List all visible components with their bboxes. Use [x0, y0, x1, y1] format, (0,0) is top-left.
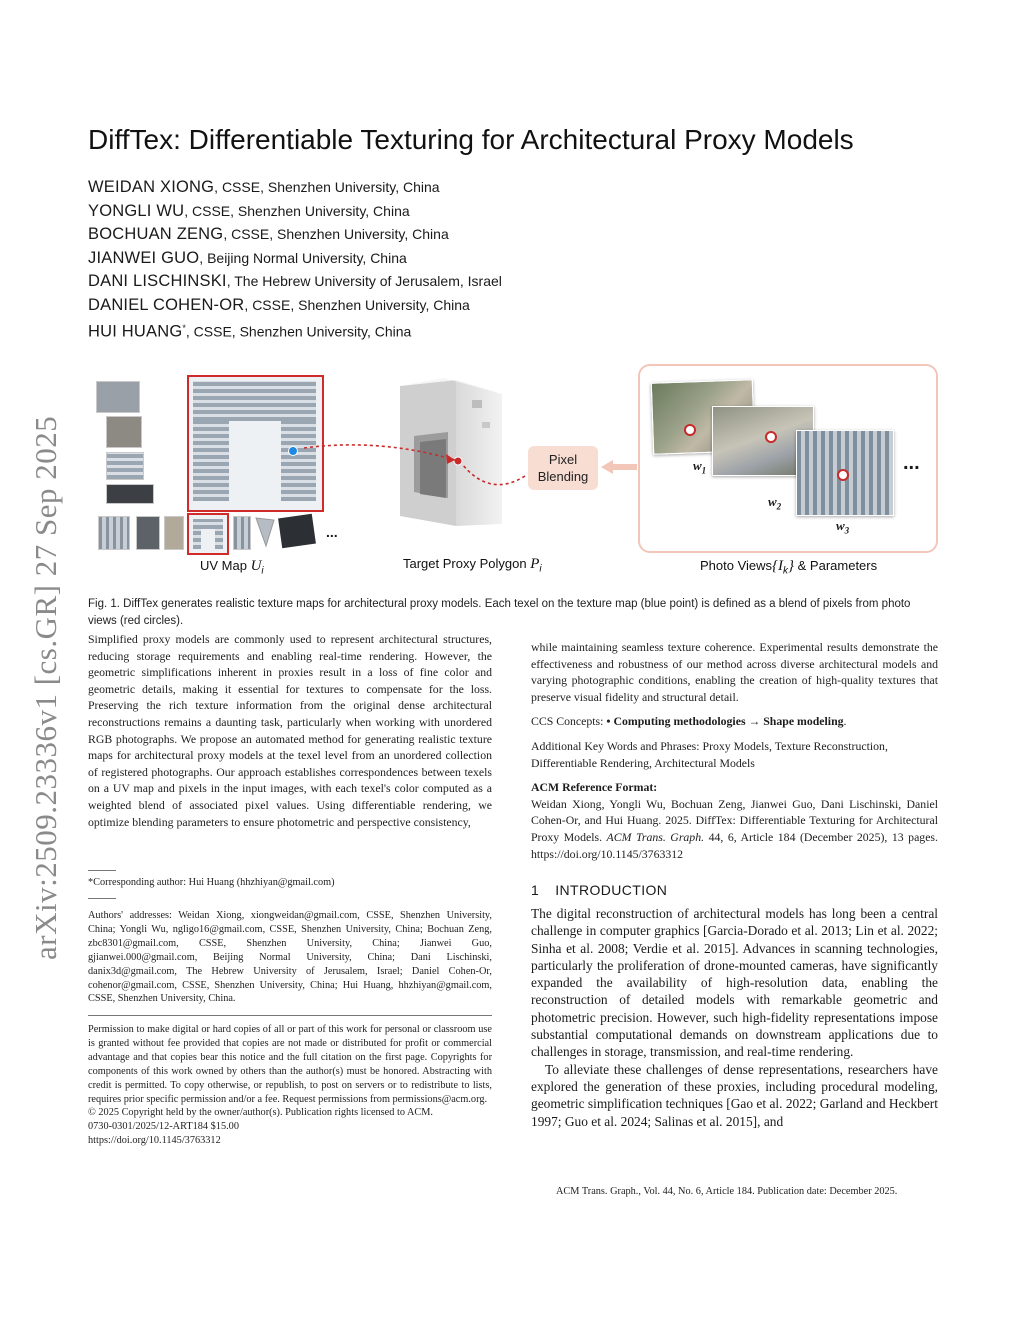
author-affiliation: , The Hebrew University of Jerusalem, Israel — [226, 273, 502, 289]
ccs-value: • Computing methodologies → Shape modeling — [606, 714, 844, 729]
footnote-rule — [88, 898, 116, 899]
author-line — [88, 200, 502, 224]
texture-thumb-selected — [187, 513, 229, 555]
author-affiliation: , CSSE, Shenzhen University, China — [214, 179, 440, 195]
author-name: BOCHUAN ZENG — [88, 225, 224, 243]
author-line — [88, 223, 502, 247]
author-line — [88, 294, 502, 318]
section-title: INTRODUCTION — [555, 882, 668, 898]
texture-crop — [106, 484, 154, 504]
proxy-polygon-label — [403, 556, 542, 575]
author-affiliation: , CSSE, Shenzhen University, China — [223, 226, 449, 242]
author-addresses: Authors' addresses: Weidan Xiong, xiongweidan@gmail.com, CSSE, Shenzhen University, China; Yongli Wu, ngligo16@gmail.com, CSSE, Shenzhen University, China; Bochuan Zeng, zbc8301@gmail.com, CSSE, Shenzhen University, China; Jianwei Guo, gjianwei.000@gmail.com, Beijing Normal University, China; Dani Lischinski, danix3d@gmail.com, The Hebrew University of Jerusalem, Israel; Daniel Cohen-Or, cohenor@gmail.com, CSSE, Shenzhen University, China; Hui Huang, hhzhiyan@gmail.com, CSSE, Shenzhen University, China. — [88, 910, 492, 1005]
ccs-concepts: CCS Concepts: • Computing methodologies → Shape modeling. — [531, 714, 847, 729]
author-name: YONGLI WU — [88, 201, 185, 220]
author-name: DANIEL COHEN-OR — [88, 295, 245, 314]
uv-symbol: U — [250, 558, 262, 574]
author-affiliation: , CSSE, Shenzhen University, China — [185, 323, 412, 340]
arxiv-stamp: arXiv:2509.23336v1 [cs.GR] 27 Sep 2025 — [28, 415, 63, 960]
author-affiliation: , CSSE, Shenzhen University, China — [184, 202, 410, 219]
more-photos-ellipsis: ... — [903, 452, 920, 474]
texture-thumb — [233, 516, 251, 550]
texture-thumb-triangle — [254, 516, 276, 548]
photo-views-label: Photo $Views\{I_k\}$ & Parameters — [700, 558, 878, 577]
section-number: 1 — [531, 882, 540, 898]
proxy-symbol: P — [530, 556, 540, 572]
texture-crop — [96, 381, 140, 413]
intro-paragraph-1: The digital reconstruction of architectural models has long been a central challenge in computer graphics [Garcia-Dorado et al. 2013; Lin et al. 2022; Sinha et al. 2008; Verdie et al. 2015]. Advances in scanning technologies, particularly the proliferation of drone-mounted cameras, have significantly expanded the availability of high-resolution data, enabling the reconstruction of detailed models with remarkable geometric and photometric precision. However, such high-fidelity representations impose substantial computational demands on downstream applications due to challenges in storage, transmission, and real-time rendering. — [531, 906, 938, 1060]
correspondence-arrows — [300, 418, 550, 498]
texture-thumb — [98, 516, 130, 550]
permission-rule — [88, 1015, 492, 1016]
uv-subscript: i — [261, 565, 264, 577]
introduction-body — [531, 905, 938, 1130]
texture-crop — [106, 416, 142, 448]
permission-text: Permission to make digital or hard copies of all or part of this work for personal or classroom use is granted without fee provided that copies are not made or distributed for profit or commercial advantage and that copies bear this notice and the full citation on the first page. Copyrights for components of this work owned by others than the author(s) must be honored. Abstracting with credit is permitted. To copy otherwise, or republish, to post on servers or to redistribute to lists, requires prior specific permission and/or a fee. Request permissions from permissions@acm.org. — [88, 1024, 492, 1105]
texture-crop — [106, 452, 144, 480]
abstract-text: Simplified proxy models are commonly used to represent architectural structures, reducing storage requirements and enabling real-time rendering. However, the geometric simplifications inherent in proxies result in a loss of fine color and geometric details, making it essential for textures to compensate for the loss. Preserving the rich texture information from the original dense architectural reconstructions remains a daunting task, particularly when working with unordered RGB photographs. We propose an automated method for generating realistic texture maps for architectural proxy models at the texel level from an unordered collection of registered photographs. Our approach establishes correspondences between texels on a UV map and pixels in the input images, with each texel's color computed as a weighted blend of associated pixel values. Using differentiable rendering, we optimize blending parameters to ensure photometric and perspective consistency, — [88, 632, 492, 829]
right-column — [531, 639, 938, 862]
texture-thumb — [278, 514, 316, 548]
weight-w1: $w_1$ — [693, 458, 707, 476]
corresponding-note: *Corresponding author: Hui Huang (hhzhiyan@gmail.com) — [88, 877, 335, 888]
photo-2-circle — [765, 431, 777, 443]
weight-w3: $w_3$ — [836, 518, 850, 536]
author-line — [88, 247, 502, 271]
proxy-subscript: i — [539, 563, 542, 575]
texture-thumb — [136, 516, 160, 550]
author-affiliation: , CSSE, Shenzhen University, China — [244, 296, 470, 313]
texture-thumb — [164, 516, 184, 550]
author-name: DANI LISCHINSKI — [88, 272, 227, 290]
more-textures-ellipsis: ... — [326, 524, 338, 540]
permission-notice — [88, 1023, 492, 1148]
uv-facade-top — [193, 381, 316, 421]
author-line — [88, 176, 502, 200]
page-footer: ACM Trans. Graph., Vol. 44, No. 6, Article 184. Publication date: December 2025. — [556, 1186, 898, 1197]
section-heading-introduction — [531, 882, 667, 898]
intro-paragraph-2: To alleviate these challenges of dense representations, researchers have explored the generation of these proxies, including procedural modeling, geometric simplification techniques [Gao et al. 2022; Garland and Heckbert 1997; Guo et al. 2024; Salinas et al. 2015], and — [531, 1061, 938, 1129]
paper-title: DiffTex: Differentiable Texturing for Architectural Proxy Models — [88, 124, 854, 155]
doi-line: https://doi.org/10.1145/3763312 — [88, 1135, 221, 1147]
copyright-line: © 2025 Copyright held by the owner/author(s). Publication rights licensed to ACM. — [88, 1107, 434, 1119]
author-name: HUI HUANG — [88, 322, 183, 341]
corresponding-mark: * — [182, 323, 186, 333]
author-affiliation: , Beijing Normal University, China — [199, 249, 407, 266]
figure-caption: Fig. 1. DiffTex generates realistic texture maps for architectural proxy models. Each texel on the texture map (blue point) is defined as a blend of pixels from photo views (red circles). — [88, 598, 911, 627]
blend-arrow — [599, 459, 639, 475]
photo-3-circle — [837, 469, 849, 481]
proxy-label-text: Target Proxy Polygon — [403, 556, 531, 571]
left-column — [88, 631, 492, 830]
weight-w2: $w_2$ — [768, 494, 782, 512]
abstract-continued: while maintaining seamless texture coherence. Experimental results demonstrate the effectiveness and robustness of our method across diverse architectural models and varying photographic conditions, enabling the creation of high-quality textures that preserve visual fidelity and structural detail. — [531, 640, 938, 704]
author-line — [88, 270, 502, 294]
uv-facade-left — [193, 421, 229, 501]
issn-line: 0730-0301/2025/12-ART184 $15.00 — [88, 1121, 239, 1133]
author-name: JIANWEI GUO — [88, 248, 200, 267]
uv-map-label — [200, 558, 264, 577]
acm-reference: Weidan Xiong, Yongli Wu, Bochuan Zeng, Jianwei Guo, Dani Lischinski, Daniel Cohen-Or, and Hui Huang. 2025. DiffTex: Differentiable Texturing for Architectural Proxy Models. ACM Trans. Graph. 44, 6, Article 184 (December 2025), 13 pages. https://doi.org/10.1145/3763312 — [531, 796, 938, 861]
acm-ref-heading: ACM Reference Format: — [531, 780, 658, 795]
acm-ref-journal: ACM Trans. Graph. — [606, 829, 705, 844]
author-line — [88, 317, 502, 341]
author-list — [88, 176, 502, 341]
blend-line-1: Pixel — [548, 452, 578, 467]
author-name: WEIDAN XIONG — [88, 178, 215, 196]
pixel-blending-box — [528, 446, 598, 490]
footnote-rule — [88, 870, 116, 871]
keywords: Additional Key Words and Phrases: Proxy Models, Texture Reconstruction, Differentiable Rendering, Architectural Models — [531, 738, 888, 770]
uv-map-text: UV Map — [200, 558, 251, 573]
photo-1-circle — [684, 424, 696, 436]
blend-line-2: Blending — [537, 469, 589, 484]
uv-point — [288, 446, 298, 456]
